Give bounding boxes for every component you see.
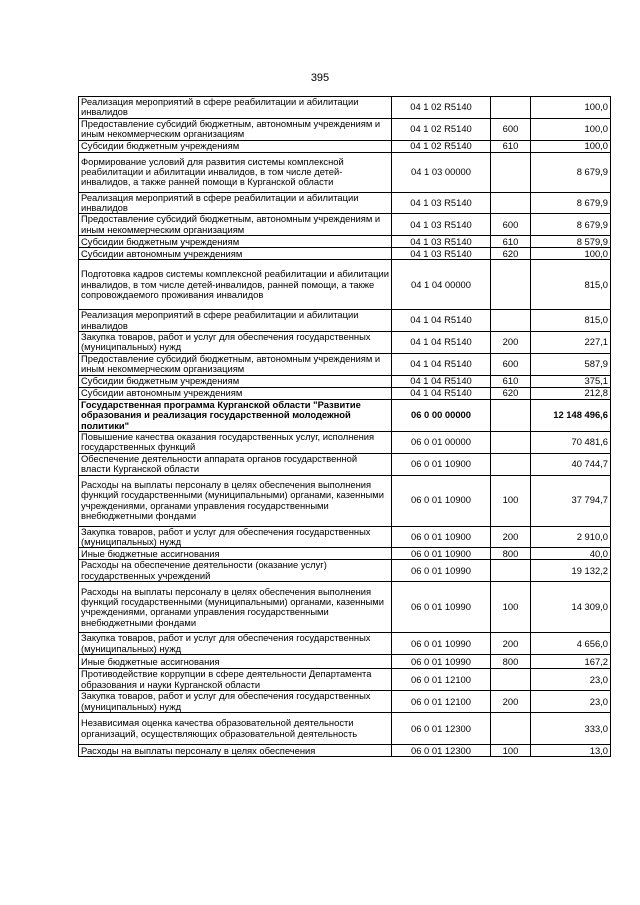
row-code-cell: 04 1 04 R5140 (392, 375, 491, 387)
row-sum-cell: 100,0 (531, 248, 611, 260)
row-expense-type-cell: 620 (491, 248, 531, 260)
table-row (79, 745, 611, 757)
row-name-cell: Предоставление субсидий бюджетным, автономным учреждениям и иным некоммерческим организациям (79, 118, 392, 140)
table-row (79, 475, 611, 526)
table-row (79, 248, 611, 260)
row-code-cell: 06 0 01 00000 (392, 431, 491, 453)
row-code-cell: 04 1 04 00000 (392, 260, 491, 310)
table-row (79, 118, 611, 140)
row-name-cell: Формирование условий для развития системы комплексной реабилитации и абилитации инвалидов, в том числе детей-инвалидов, а также ранней помощи в Курганской области (79, 152, 392, 192)
row-sum-cell: 100,0 (531, 140, 611, 152)
row-code-cell: 06 0 01 10900 (392, 475, 491, 526)
row-name-cell: Субсидии бюджетным учреждениям (79, 236, 392, 248)
row-sum-cell: 167,2 (531, 655, 611, 669)
row-name-cell: Предоставление субсидий бюджетным, автономным учреждениям и иным некоммерческим организациям (79, 214, 392, 236)
row-sum-cell: 37 794,7 (531, 475, 611, 526)
table-row (79, 548, 611, 560)
table-row (79, 713, 611, 745)
row-sum-cell: 70 481,6 (531, 431, 611, 453)
row-code-cell: 06 0 01 10900 (392, 548, 491, 560)
table-row (79, 582, 611, 633)
table-row (79, 453, 611, 475)
row-expense-type-cell: 600 (491, 214, 531, 236)
table-row (79, 214, 611, 236)
row-code-cell: 04 1 02 R5140 (392, 118, 491, 140)
row-expense-type-cell: 800 (491, 655, 531, 669)
row-expense-type-cell (491, 152, 531, 192)
table-row (79, 387, 611, 399)
row-name-cell: Расходы на выплаты персоналу в целях обеспечения выполнения функций государственными (муниципальными) органами, казенными учреждениями, органами управления государственными внебюджетными фондами (79, 582, 392, 633)
row-code-cell: 04 1 03 R5140 (392, 248, 491, 260)
row-sum-cell: 23,0 (531, 691, 611, 713)
row-sum-cell: 212,8 (531, 387, 611, 399)
row-sum-cell: 815,0 (531, 260, 611, 310)
row-sum-cell: 333,0 (531, 713, 611, 745)
row-expense-type-cell (491, 669, 531, 691)
row-sum-cell: 40 744,7 (531, 453, 611, 475)
row-name-cell: Субсидии бюджетным учреждениям (79, 375, 392, 387)
row-code-cell: 04 1 04 R5140 (392, 332, 491, 354)
row-code-cell: 06 0 01 12100 (392, 669, 491, 691)
table-row (79, 560, 611, 582)
row-expense-type-cell: 200 (491, 526, 531, 548)
row-name-cell: Государственная программа Курганской области "Развитие образования и реализация государственной молодежной политики" (79, 399, 392, 431)
table-row (79, 152, 611, 192)
row-name-cell: Расходы на выплаты персоналу в целях обеспечения выполнения функций государственными (муниципальными) органами, казенными учреждениями, органами управления государственными внебюджетными фондами (79, 475, 392, 526)
row-expense-type-cell (491, 560, 531, 582)
row-sum-cell: 4 656,0 (531, 633, 611, 655)
row-expense-type-cell (491, 97, 531, 119)
table-row (79, 375, 611, 387)
row-expense-type-cell: 200 (491, 633, 531, 655)
table-row (79, 431, 611, 453)
table-row (79, 633, 611, 655)
row-expense-type-cell (491, 192, 531, 214)
row-name-cell: Расходы на выплаты персоналу в целях обеспечения (79, 745, 392, 757)
row-code-cell: 06 0 01 10990 (392, 582, 491, 633)
row-sum-cell: 40,0 (531, 548, 611, 560)
row-code-cell: 04 1 04 R5140 (392, 310, 491, 332)
row-expense-type-cell: 100 (491, 582, 531, 633)
row-code-cell: 06 0 01 12300 (392, 713, 491, 745)
row-expense-type-cell: 600 (491, 353, 531, 375)
row-expense-type-cell: 620 (491, 387, 531, 399)
row-expense-type-cell (491, 399, 531, 431)
table-row (79, 236, 611, 248)
budget-table (78, 96, 611, 757)
row-name-cell: Реализация мероприятий в сфере реабилитации и абилитации инвалидов (79, 310, 392, 332)
table-row (79, 669, 611, 691)
row-code-cell: 06 0 01 10990 (392, 633, 491, 655)
table-row (79, 310, 611, 332)
row-sum-cell: 14 309,0 (531, 582, 611, 633)
row-sum-cell: 8 679,9 (531, 192, 611, 214)
row-expense-type-cell: 200 (491, 332, 531, 354)
row-sum-cell: 23,0 (531, 669, 611, 691)
table-row (79, 399, 611, 431)
row-sum-cell: 8 579,9 (531, 236, 611, 248)
row-expense-type-cell: 100 (491, 745, 531, 757)
row-code-cell: 04 1 03 R5140 (392, 236, 491, 248)
row-sum-cell: 8 679,9 (531, 214, 611, 236)
table-row (79, 192, 611, 214)
row-expense-type-cell (491, 453, 531, 475)
row-name-cell: Обеспечение деятельности аппарата органов государственной власти Курганской области (79, 453, 392, 475)
row-code-cell: 04 1 03 R5140 (392, 192, 491, 214)
row-expense-type-cell (491, 431, 531, 453)
table-row (79, 97, 611, 119)
row-sum-cell: 587,9 (531, 353, 611, 375)
row-expense-type-cell: 600 (491, 118, 531, 140)
row-sum-cell: 12 148 496,6 (531, 399, 611, 431)
row-code-cell: 06 0 01 10990 (392, 655, 491, 669)
row-code-cell: 04 1 04 R5140 (392, 387, 491, 399)
table-row (79, 332, 611, 354)
row-expense-type-cell: 610 (491, 140, 531, 152)
row-name-cell: Субсидии автономным учреждениям (79, 387, 392, 399)
row-sum-cell: 19 132,2 (531, 560, 611, 582)
row-name-cell: Реализация мероприятий в сфере реабилитации и абилитации инвалидов (79, 192, 392, 214)
page-number: 395 (310, 72, 330, 84)
row-name-cell: Субсидии автономным учреждениям (79, 248, 392, 260)
row-code-cell: 04 1 02 R5140 (392, 97, 491, 119)
table-row (79, 353, 611, 375)
row-sum-cell: 13,0 (531, 745, 611, 757)
row-name-cell: Закупка товаров, работ и услуг для обеспечения государственных (муниципальных) нужд (79, 633, 392, 655)
row-name-cell: Закупка товаров, работ и услуг для обеспечения государственных (муниципальных) нужд (79, 691, 392, 713)
budget-table-body (79, 97, 611, 757)
row-name-cell: Независимая оценка качества образовательной деятельности организаций, осуществляющих образовательной деятельность (79, 713, 392, 745)
row-sum-cell: 100,0 (531, 118, 611, 140)
row-code-cell: 06 0 01 10900 (392, 526, 491, 548)
row-expense-type-cell (491, 713, 531, 745)
table-row (79, 260, 611, 310)
row-name-cell: Противодействие коррупции в сфере деятельности Департамента образования и науки Курганской области (79, 669, 392, 691)
row-expense-type-cell: 800 (491, 548, 531, 560)
row-name-cell: Реализация мероприятий в сфере реабилитации и абилитации инвалидов (79, 97, 392, 119)
row-name-cell: Расходы на обеспечение деятельности (оказание услуг) государственных учреждений (79, 560, 392, 582)
row-code-cell: 04 1 04 R5140 (392, 353, 491, 375)
row-name-cell: Подготовка кадров системы комплексной реабилитации и абилитации инвалидов, в том числе детей-инвалидов, ранней помощи, а также сопровождаемого проживания инвалидов (79, 260, 392, 310)
row-code-cell: 06 0 01 12300 (392, 745, 491, 757)
row-name-cell: Иные бюджетные ассигнования (79, 655, 392, 669)
row-sum-cell: 227,1 (531, 332, 611, 354)
table-row (79, 526, 611, 548)
row-name-cell: Повышение качества оказания государственных услуг, исполнения государственных функций (79, 431, 392, 453)
row-name-cell: Закупка товаров, работ и услуг для обеспечения государственных (муниципальных) нужд (79, 332, 392, 354)
row-sum-cell: 375,1 (531, 375, 611, 387)
row-code-cell: 04 1 03 00000 (392, 152, 491, 192)
row-sum-cell: 815,0 (531, 310, 611, 332)
row-expense-type-cell: 100 (491, 475, 531, 526)
row-code-cell: 06 0 01 12100 (392, 691, 491, 713)
row-code-cell: 06 0 01 10990 (392, 560, 491, 582)
row-expense-type-cell (491, 310, 531, 332)
row-expense-type-cell: 610 (491, 236, 531, 248)
row-expense-type-cell: 610 (491, 375, 531, 387)
row-expense-type-cell (491, 260, 531, 310)
row-sum-cell: 2 910,0 (531, 526, 611, 548)
row-code-cell: 06 0 00 00000 (392, 399, 491, 431)
table-row (79, 655, 611, 669)
table-row (79, 691, 611, 713)
row-name-cell: Предоставление субсидий бюджетным, автономным учреждениям и иным некоммерческим организациям (79, 353, 392, 375)
row-code-cell: 04 1 02 R5140 (392, 140, 491, 152)
table-row (79, 140, 611, 152)
row-name-cell: Закупка товаров, работ и услуг для обеспечения государственных (муниципальных) нужд (79, 526, 392, 548)
row-name-cell: Иные бюджетные ассигнования (79, 548, 392, 560)
row-code-cell: 06 0 01 10900 (392, 453, 491, 475)
row-sum-cell: 100,0 (531, 97, 611, 119)
row-expense-type-cell: 200 (491, 691, 531, 713)
row-code-cell: 04 1 03 R5140 (392, 214, 491, 236)
row-sum-cell: 8 679,9 (531, 152, 611, 192)
row-name-cell: Субсидии бюджетным учреждениям (79, 140, 392, 152)
